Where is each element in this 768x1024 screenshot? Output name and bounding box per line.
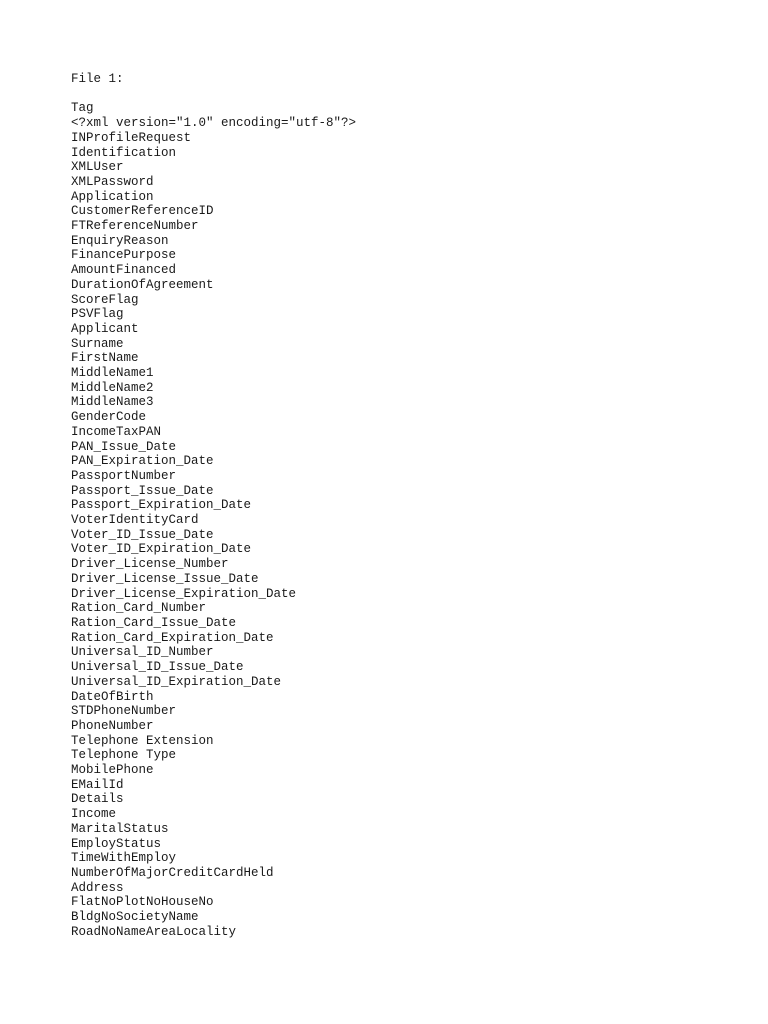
tag-line: Ration_Card_Issue_Date: [71, 616, 237, 630]
tag-line: PAN_Issue_Date: [71, 439, 177, 454]
tag-line: RoadNoNameAreaLocality: [71, 924, 237, 939]
tag-line: VoterIdentityCard: [71, 513, 199, 528]
tag-line: FlatNoPlotNoHouseNo: [71, 895, 214, 910]
tag-line: MiddleName1: [71, 366, 154, 381]
tag-line: CustomerReferenceID: [71, 204, 214, 219]
tag-line: MaritalStatus: [71, 821, 169, 836]
tag-line: PhoneNumber: [71, 718, 154, 733]
tag-line: PAN_Expiration_Date: [71, 454, 214, 469]
tag-line: Universal_ID_Expiration_Date: [71, 674, 282, 689]
tag-line: Application: [71, 189, 154, 204]
tag-line: ScoreFlag: [71, 292, 139, 307]
tag-line: GenderCode: [71, 410, 147, 425]
tag-line: XMLPassword: [71, 174, 154, 189]
tag-line: Telephone Type: [71, 748, 177, 763]
tag-line: IncomeTaxPAN: [71, 424, 162, 439]
tag-line: DurationOfAgreement: [71, 277, 214, 292]
tag-line: Universal_ID_Issue_Date: [71, 660, 244, 675]
tag-line: Ration_Card_Number: [71, 601, 207, 616]
tag-line: DateOfBirth: [71, 689, 154, 704]
tag-line: MiddleName2: [71, 380, 154, 395]
tag-line: Driver_License_Issue_Date: [71, 571, 259, 586]
tag-line: AmountFinanced: [71, 263, 177, 278]
tag-line: Passport_Issue_Date: [71, 483, 214, 498]
tag-list: [71, 116, 731, 939]
tag-line: EnquiryReason: [71, 233, 169, 248]
tag-line: FinancePurpose: [71, 248, 177, 263]
tag-line: Income: [71, 807, 117, 822]
tag-line: Details: [71, 792, 124, 807]
tag-line: BldgNoSocietyName: [71, 910, 199, 925]
tag-line: Universal_ID_Number: [71, 645, 214, 660]
tag-line: <?xml version="1.0" encoding="utf-8"?>: [71, 116, 357, 131]
tag-line: Driver_License_Number: [71, 557, 229, 572]
tag-line: FirstName: [71, 351, 139, 366]
tag-line: Address: [71, 880, 124, 895]
column-header: Tag: [71, 101, 94, 116]
tag-line: XMLUser: [71, 160, 124, 175]
tag-line: Passport_Expiration_Date: [71, 498, 252, 513]
tag-line: Applicant: [71, 321, 139, 336]
file-heading: File 1:: [71, 72, 124, 86]
document-page: [71, 72, 731, 939]
tag-line: MobilePhone: [71, 763, 154, 778]
tag-line: FTReferenceNumber: [71, 219, 199, 234]
blank-line: [71, 87, 731, 102]
tag-line: TimeWithEmploy: [71, 851, 177, 866]
tag-line: STDPhoneNumber: [71, 704, 177, 719]
tag-line: INProfileRequest: [71, 130, 192, 145]
tag-line: Identification: [71, 145, 177, 160]
tag-line: EMailId: [71, 777, 124, 792]
tag-line: Driver_License_Expiration_Date: [71, 586, 297, 601]
tag-line: EmployStatus: [71, 836, 162, 851]
tag-line: Telephone Extension: [71, 733, 214, 748]
tag-line: Voter_ID_Expiration_Date: [71, 542, 252, 557]
tag-line: NumberOfMajorCreditCardHeld: [71, 865, 274, 880]
tag-line: Surname: [71, 336, 124, 351]
tag-line: PassportNumber: [71, 468, 177, 483]
tag-line: Ration_Card_Expiration_Date: [71, 630, 274, 645]
tag-line: Voter_ID_Issue_Date: [71, 527, 214, 542]
tag-line: PSVFlag: [71, 307, 124, 322]
tag-line: MiddleName3: [71, 395, 154, 410]
